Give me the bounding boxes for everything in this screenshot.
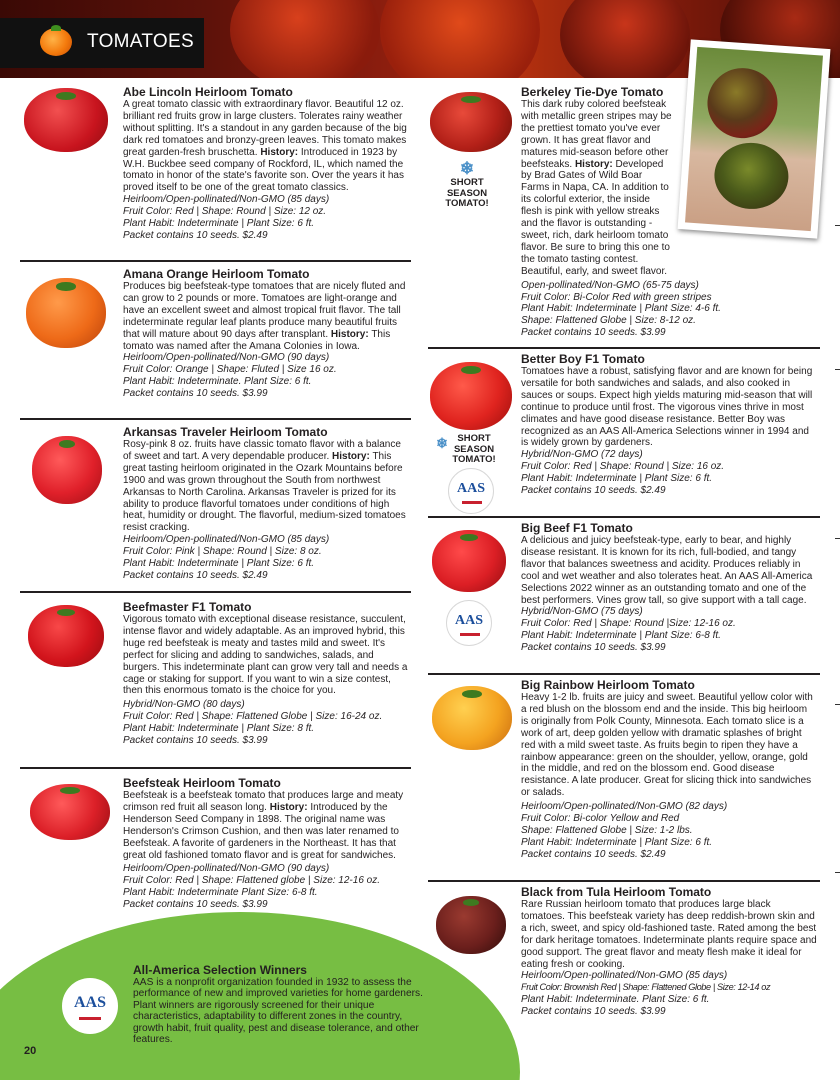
divider-tick	[835, 225, 840, 226]
tomato-image	[32, 436, 102, 504]
divider-tick	[835, 538, 840, 539]
history-label: History:	[330, 328, 369, 340]
spacer	[426, 80, 428, 84]
page-number: 20	[24, 1045, 37, 1057]
product-packet: Packet contains 10 seeds. $2.49	[123, 569, 268, 581]
product-spec: Fruit Color: Bi-Color Red with green stripes	[521, 291, 712, 303]
product-packet: Packet contains 10 seeds. $3.99	[123, 735, 268, 747]
product-packet: Packet contains 10 seeds. $3.99	[123, 899, 268, 911]
product-title: Big Rainbow Heirloom Tomato	[521, 678, 695, 692]
aas-logo-text: AAS	[454, 613, 483, 628]
product-description: Tomatoes have a robust, satisfying flavor and are known for being versatile for both sandwiches and salads, and also cooked in sauces or soups. Expect high yields maturing mid-season that will continue to produce until frost. The vigorous vines thrive in most climates and have good disease resistance. Better Boy was recognized as an AAS All-America Selections winner in 1994 and is widely grown by gardeners.	[521, 366, 813, 449]
tomato-image	[24, 88, 108, 152]
divider	[428, 516, 820, 518]
product-title: Beefsteak Heirloom Tomato	[123, 776, 281, 790]
product-entry	[123, 776, 408, 911]
history-label: History:	[332, 450, 370, 462]
history-text: This tomato was named after the Amana Colonies in Iowa.	[123, 328, 391, 352]
snowflake-icon: ❄	[459, 159, 475, 178]
product-entry	[123, 425, 408, 582]
tomato-image	[430, 92, 512, 152]
tomato-icon	[40, 28, 72, 56]
product-spec: Heirloom/Open-pollinated/Non-GMO (82 days)	[521, 801, 728, 813]
divider-tick	[835, 704, 840, 705]
product-spec: Hybrid/Non-GMO (80 days)	[123, 699, 245, 711]
product-description	[123, 790, 408, 861]
product-packet: Packet contains 10 seeds. $3.99	[123, 388, 268, 400]
product-title: Berkeley Tie-Dye Tomato	[521, 85, 664, 99]
history-label: History:	[574, 158, 613, 170]
product-spec: Heirloom/Open-pollinated/Non-GMO (85 days)	[123, 534, 330, 546]
history-text: Introduced in 1923 by W.H. Buckbee seed company of Rockford, IL, which named the tomato in honor of the state's favorite son. Over the years it has proved itself to be one of the great tomato classics.	[123, 146, 404, 194]
product-spec: Heirloom/Open-pollinated/Non-GMO (90 days)	[123, 863, 330, 875]
product-spec: Open-pollinated/Non-GMO (65-75 days)	[521, 279, 699, 291]
product-title: Black from Tula Heirloom Tomato	[521, 885, 712, 899]
header-tomato-photo	[230, 0, 380, 78]
aas-section	[133, 964, 433, 1045]
snowflake-icon: ❄	[436, 435, 448, 451]
tomato-image	[430, 362, 512, 430]
divider	[428, 880, 820, 882]
tomato-image	[432, 530, 506, 592]
product-spec: Fruit Color: Red | Shape: Flattened globe | Size: 12-16 oz.	[123, 875, 381, 887]
description-wrap	[521, 99, 673, 278]
tomato-image	[26, 278, 106, 348]
product-spec: Fruit Color: Brownish Red | Shape: Flattened Globe | Size: 12-14 oz	[521, 982, 771, 993]
product-spec: Plant Habit: Indeterminate. Plant Size: 6 ft.	[521, 994, 710, 1006]
product-description: A delicious and juicy beefsteak-type, early to bear, and highly disease resistant. It is known for its rich, full-bodied, and tangy flavor that balances sweetness and acidity. Produces reliably in cool and wet weather and also tolerates heat. An AAS All-America Selections 2022 winner as an outstanding tomato and one of the best performers. Vines grow tall, so give support with a tall cage.	[521, 535, 813, 606]
section-title: TOMATOES	[87, 31, 194, 52]
product-entry	[521, 352, 817, 497]
product-title: Big Beef F1 Tomato	[521, 521, 633, 535]
product-spec: Plant Habit: Indeterminate. Plant Size: 6 ft.	[123, 376, 312, 388]
product-spec: Plant Habit: Indeterminate | Plant Size: 6 ft.	[123, 558, 315, 570]
short-season-badge	[432, 160, 502, 210]
short-season-badge	[432, 434, 502, 466]
product-spec: Heirloom/Open-pollinated/Non-GMO (85 days)	[123, 194, 330, 206]
product-spec: Plant Habit: Indeterminate | Plant Size: 6 ft.	[521, 836, 713, 848]
product-spec: Plant Habit: Indeterminate Plant Size: 6-8 ft.	[123, 887, 318, 899]
history-label: History:	[269, 801, 308, 813]
product-title: Amana Orange Heirloom Tomato	[123, 267, 310, 281]
product-description: Rare Russian heirloom tomato that produces large black tomatoes. This beefsteak variety has deep reddish-brown skin and a rich, sweet, and spicy old-fashioned taste. Rated among the best for dark heritage tomatoes. Indeterminate plants require space and good support. The great flavor and meaty flesh make it ideal for eating fresh or cooking.	[521, 899, 817, 970]
product-spec: Hybrid/Non-GMO (72 days)	[521, 449, 643, 461]
tomato-image	[28, 605, 104, 667]
description-text: Produces big beefsteak-type tomatoes that are nicely fluted and can grow to 2 pounds or more. Tomatoes are light-orange and have an excellent sweet and almost tropical fruit flavor. The tall indeterminate regular leaf plants produce many beautiful fruits that will mature about 90 days after transplant.	[123, 281, 406, 340]
product-title: Better Boy F1 Tomato	[521, 352, 645, 366]
description-text: This dark ruby colored beefsteak with metallic green stripes may be the prettiest tomato you've ever grown. It has great flavor and matures mid-season before other beefsteaks.	[521, 99, 672, 170]
product-title: Arkansas Traveler Heirloom Tomato	[123, 425, 328, 439]
product-spec: Plant Habit: Indeterminate | Plant Size: 6 ft.	[521, 473, 713, 485]
product-description	[123, 99, 408, 194]
divider	[20, 591, 411, 593]
aas-logo	[446, 600, 492, 646]
product-spec: Plant Habit: Indeterminate | Plant Size: 8 ft.	[123, 723, 315, 735]
description-text: A great tomato classic with extraordinary flavor. Beautiful 12 oz. brilliant red fruits grow in large clusters. Tolerates rainy weather without splitting. It's a standout in any garden because of the big dark red tomatoes and bronzy-green leaves. This tomato makes great garden-fresh bruschetta.	[123, 99, 407, 158]
product-entry	[521, 85, 817, 339]
product-packet: Packet contains 10 seeds. $3.99	[521, 642, 666, 654]
section-label	[0, 18, 204, 68]
aas-description: AAS is a nonprofit organization founded in 1932 to assess the performance of new and improved varieties for home gardeners. Plant winners are rigorously screened for their unique characteristics, adaptability to different zones in the country, growth habit, fruit quality, pest and disease tolerance, and other features.	[133, 977, 423, 1046]
product-packet: Packet contains 10 seeds. $3.99	[521, 1006, 666, 1018]
product-entry	[521, 885, 817, 1018]
product-description	[123, 281, 408, 352]
divider-tick	[835, 872, 840, 873]
product-title: Beefmaster F1 Tomato	[123, 600, 252, 614]
divider	[20, 418, 411, 420]
product-spec: Fruit Color: Red | Shape: Round | Size: 12 oz.	[123, 206, 327, 218]
divider	[428, 347, 820, 349]
product-spec: Heirloom/Open-pollinated/Non-GMO (85 days)	[521, 970, 728, 982]
short-season-text: SHORT SEASON TOMATO!	[445, 177, 489, 209]
history-text: Introduced by the Henderson Seed Company in 1898. The original name was Henderson's Crimson Cushion, and then was later renamed to Beefsteak. A favorite of gardeners in the Northeast. It has that great old fashioned tomato flavor and is great for sandwiches.	[123, 801, 399, 861]
header-tomato-photo	[380, 0, 540, 78]
product-packet: Packet contains 10 seeds. $3.99	[521, 327, 666, 339]
description-text: Rosy-pink 8 oz. fruits have classic tomato flavor with a balance of sweet and tart. A very dependable producer.	[123, 439, 401, 462]
aas-logo-text: AAS	[456, 481, 485, 496]
product-description	[123, 439, 408, 534]
divider	[20, 767, 411, 769]
tomato-image	[30, 784, 110, 840]
short-season-text: SHORT SEASON TOMATO!	[452, 433, 496, 465]
product-spec: Fruit Color: Orange | Shape: Fluted | Size 16 oz.	[123, 364, 337, 376]
product-entry	[521, 521, 817, 654]
product-spec: Fruit Color: Bi-color Yellow and Red	[521, 813, 680, 825]
product-entry	[123, 267, 408, 400]
header-tomato-photo	[560, 0, 690, 78]
product-spec: Plant Habit: Indeterminate | Plant Size: 6-8 ft.	[521, 630, 721, 642]
product-spec: Shape: Flattened Globe | Size: 8-12 oz.	[521, 315, 696, 327]
product-packet: Packet contains 10 seeds. $2.49	[521, 848, 666, 860]
product-title: Abe Lincoln Heirloom Tomato	[123, 85, 293, 99]
aas-logo	[448, 468, 494, 514]
product-spec: Fruit Color: Red | Shape: Round | Size: 16 oz.	[521, 461, 725, 473]
product-description	[521, 99, 817, 278]
tomato-image	[436, 896, 506, 954]
product-spec: Shape: Flattened Globe | Size: 1-2 lbs.	[521, 824, 693, 836]
aas-logo-text: AAS	[73, 994, 106, 1011]
product-entry	[123, 85, 408, 242]
divider	[428, 673, 820, 675]
product-spec: Fruit Color: Pink | Shape: Round | Size: 8 oz.	[123, 546, 322, 558]
product-packet: Packet contains 10 seeds. $2.49	[123, 229, 268, 241]
product-entry	[521, 678, 817, 861]
history-label: History:	[260, 146, 299, 158]
product-description: Vigorous tomato with exceptional disease resistance, succulent, intense flavor and widely adaptable. As an improved hybrid, this huge red beefsteak is meaty and tastes mild and sweet. It's perfect for slicing and adding to sandwiches, salads, and burgers. This indeterminate plant can grow very tall and needs a cage or staking for support. If you want to win a size contest, then this enormous tomato is the choice for you.	[123, 614, 408, 697]
product-entry	[123, 600, 408, 747]
product-spec: Fruit Color: Red | Shape: Round |Size: 12-16 oz.	[521, 618, 736, 630]
history-text: Developed by Brad Gates of Wild Boar Farms in Napa, CA. In addition to its colorful exterior, the inside flesh is pink with yellow streaks and the flavor is outstanding - sweet, rich, dark heirloom tomato flavor. Be sure to bring this one to the tomato tasting contest. Beautiful, early, and sweet flavor.	[521, 158, 670, 277]
product-spec: Plant Habit: Indeterminate | Plant Size: 4-6 ft.	[521, 303, 721, 315]
divider-tick	[835, 369, 840, 370]
product-spec: Fruit Color: Red | Shape: Flattened Globe | Size: 16-24 oz.	[123, 711, 383, 723]
aas-title: All-America Selection Winners	[133, 963, 307, 977]
divider	[20, 260, 411, 262]
product-description: Heavy 1-2 lb. fruits are juicy and sweet. Beautiful yellow color with a red blush on the blossom end and the inside. This big heirloom is originally from Polk County, Minnesota. Each tomato slice is a work of art, deep golden yellow with dramatic splashes of bright red with a mild sweet taste. As fruits begin to ripen they have a rainbow appearance: green on the shoulder, yellow, orange, gold in the middle, and red on the blossom end. Good disease resistance. A late producer. Great for slicing thick into sandwiches or salads.	[521, 692, 813, 799]
aas-logo	[62, 978, 118, 1034]
tomato-image	[432, 686, 512, 750]
history-text: This great tasting heirloom originated in the Ozark Mountains before 1900 and was grown throughout the South from northwest Arkansas to North Carolina. Arkansas Traveler is prized for its ability to produce flavorful tomatoes under conditions of high heat, humidity or drought. The flavorful, medium-sized tomatoes resist cracking.	[123, 450, 406, 534]
product-spec: Hybrid/Non-GMO (75 days)	[521, 606, 643, 618]
product-spec: Heirloom/Open-pollinated/Non-GMO (90 days)	[123, 352, 330, 364]
product-packet: Packet contains 10 seeds. $2.49	[521, 485, 666, 497]
product-spec: Plant Habit: Indeterminate | Plant Size: 6 ft.	[123, 218, 315, 230]
description-text: Beefsteak is a beefsteak tomato that produces large and meaty crimson red fruit all season long.	[123, 790, 404, 813]
